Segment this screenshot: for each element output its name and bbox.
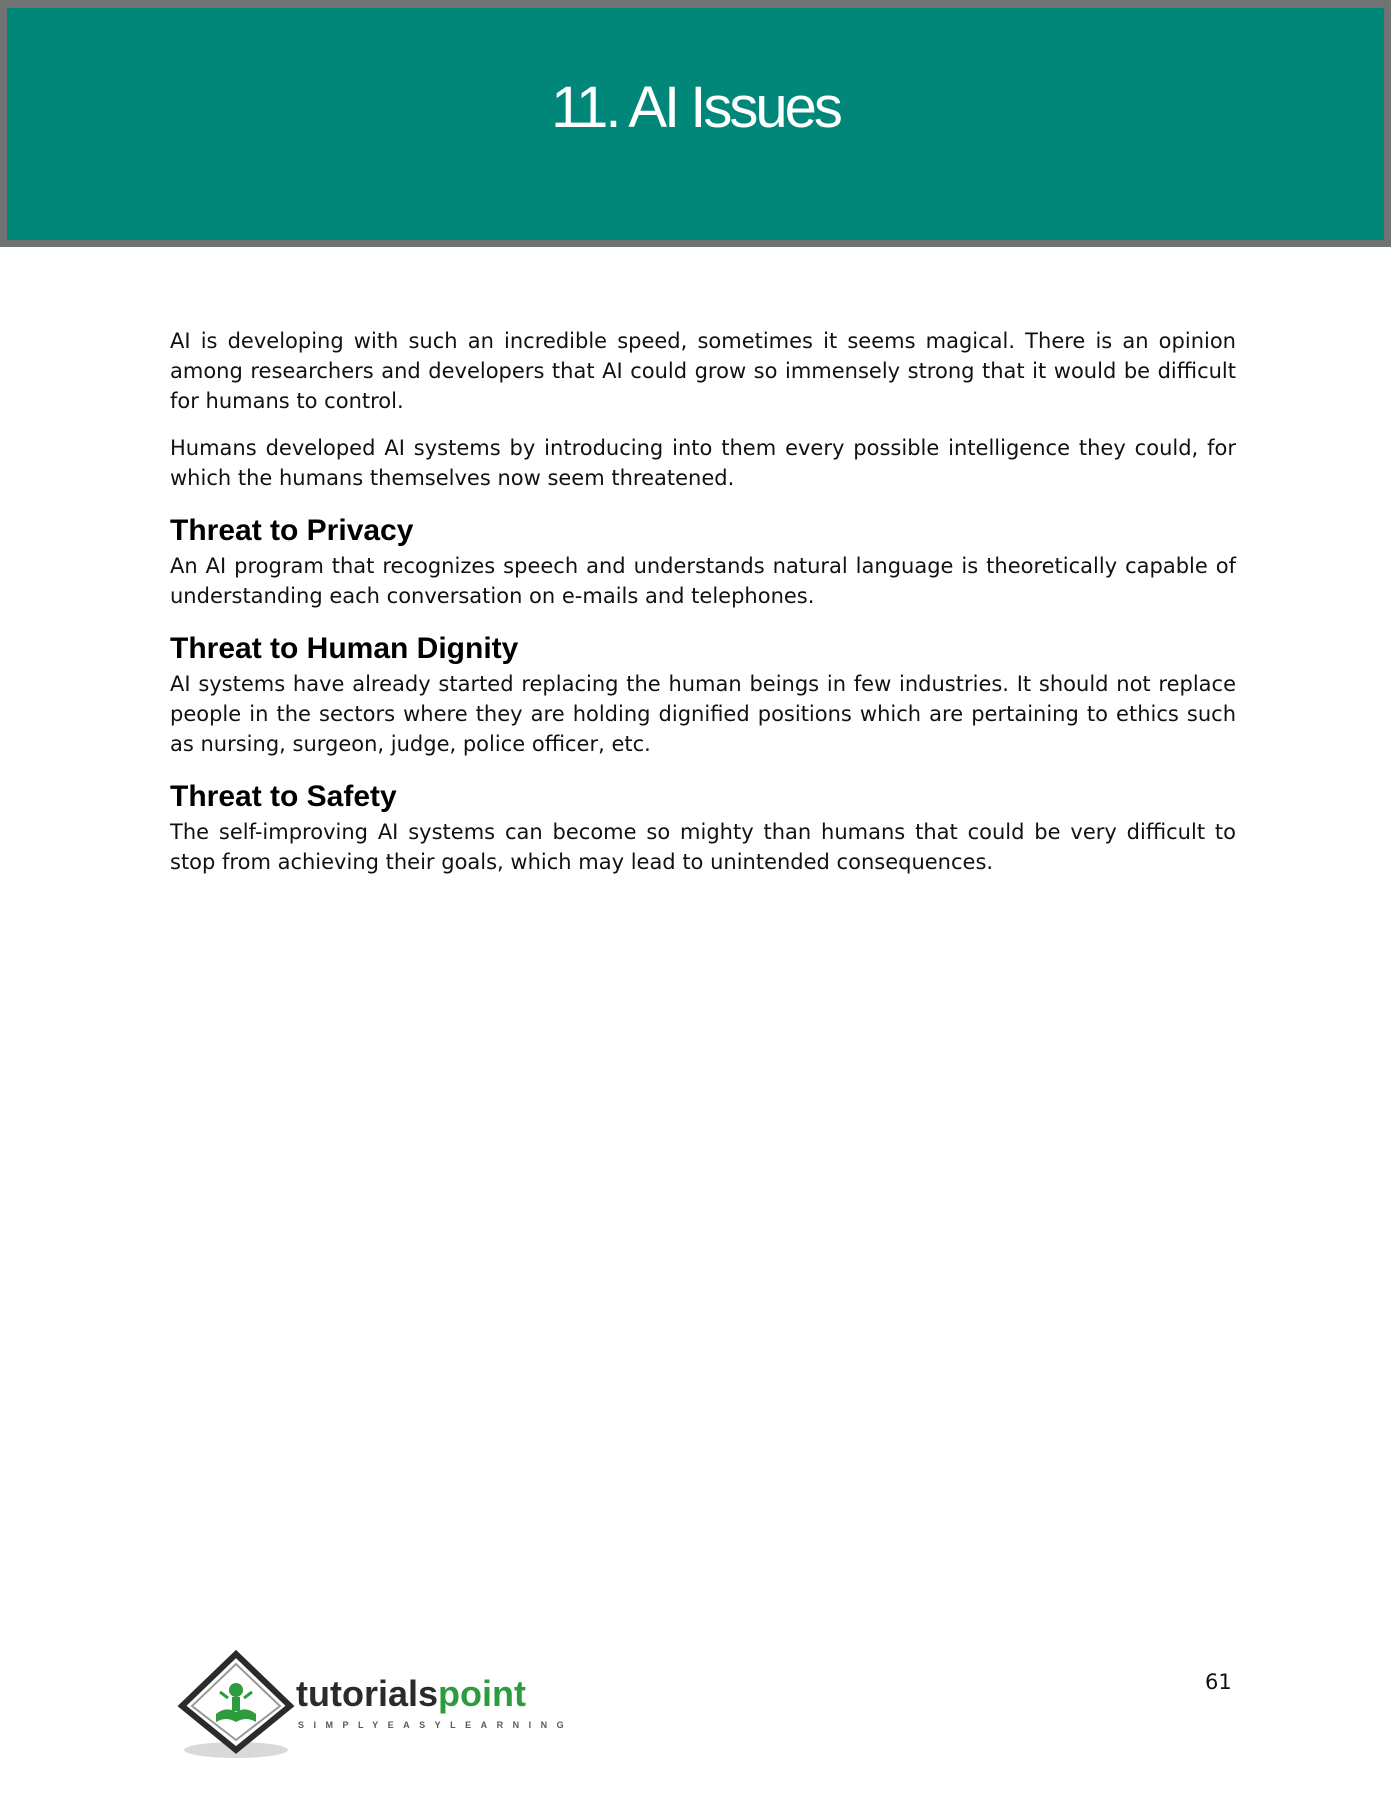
intro-paragraph: Humans developed AI systems by introducing into them every possible intelligence they could, for which the humans themselves now seem threatened.: [170, 436, 1236, 490]
logo-graphic: [176, 1650, 596, 1762]
section-heading-safety: Threat to Safety: [170, 780, 397, 813]
chapter-banner: [0, 0, 1391, 247]
logo-tagline: SIMPLYEASYLEARNING: [298, 1720, 574, 1730]
section-body-human-dignity: AI systems have already started replacing the human beings in few industries. It should not replace people in the sectors where they are holding dignified positions which are pertaining to ethics such as nursing, surgeon, judge, police officer, etc.: [170, 672, 1236, 756]
section-heading-human-dignity: Threat to Human Dignity: [170, 632, 519, 665]
intro-paragraph: AI is developing with such an incredible speed, sometimes it seems magical. There is an opinion among researchers and developers that AI could grow so immensely strong that it would be difficult for humans to control.: [170, 329, 1236, 413]
page-content: [170, 326, 1236, 894]
tutorialspoint-logo: [176, 1650, 596, 1762]
page-number: 61: [1205, 1670, 1232, 1694]
section-body-privacy: An AI program that recognizes speech and understands natural language is theoretically capable of understanding each conversation on e-mails and telephones.: [170, 554, 1236, 608]
logo-wordmark-accent: point: [438, 1673, 526, 1714]
person-icon: [229, 1683, 243, 1697]
logo-wordmark: tutorialspoint: [296, 1673, 526, 1714]
chapter-title: 11. AI Issues: [551, 75, 840, 140]
person-body-icon: [232, 1697, 240, 1711]
section-heading-privacy: Threat to Privacy: [170, 514, 414, 547]
section-body-safety: The self-improving AI systems can become so mighty than humans that could be very difficult to stop from achieving their goals, which may lead to unintended consequences.: [170, 820, 1236, 874]
